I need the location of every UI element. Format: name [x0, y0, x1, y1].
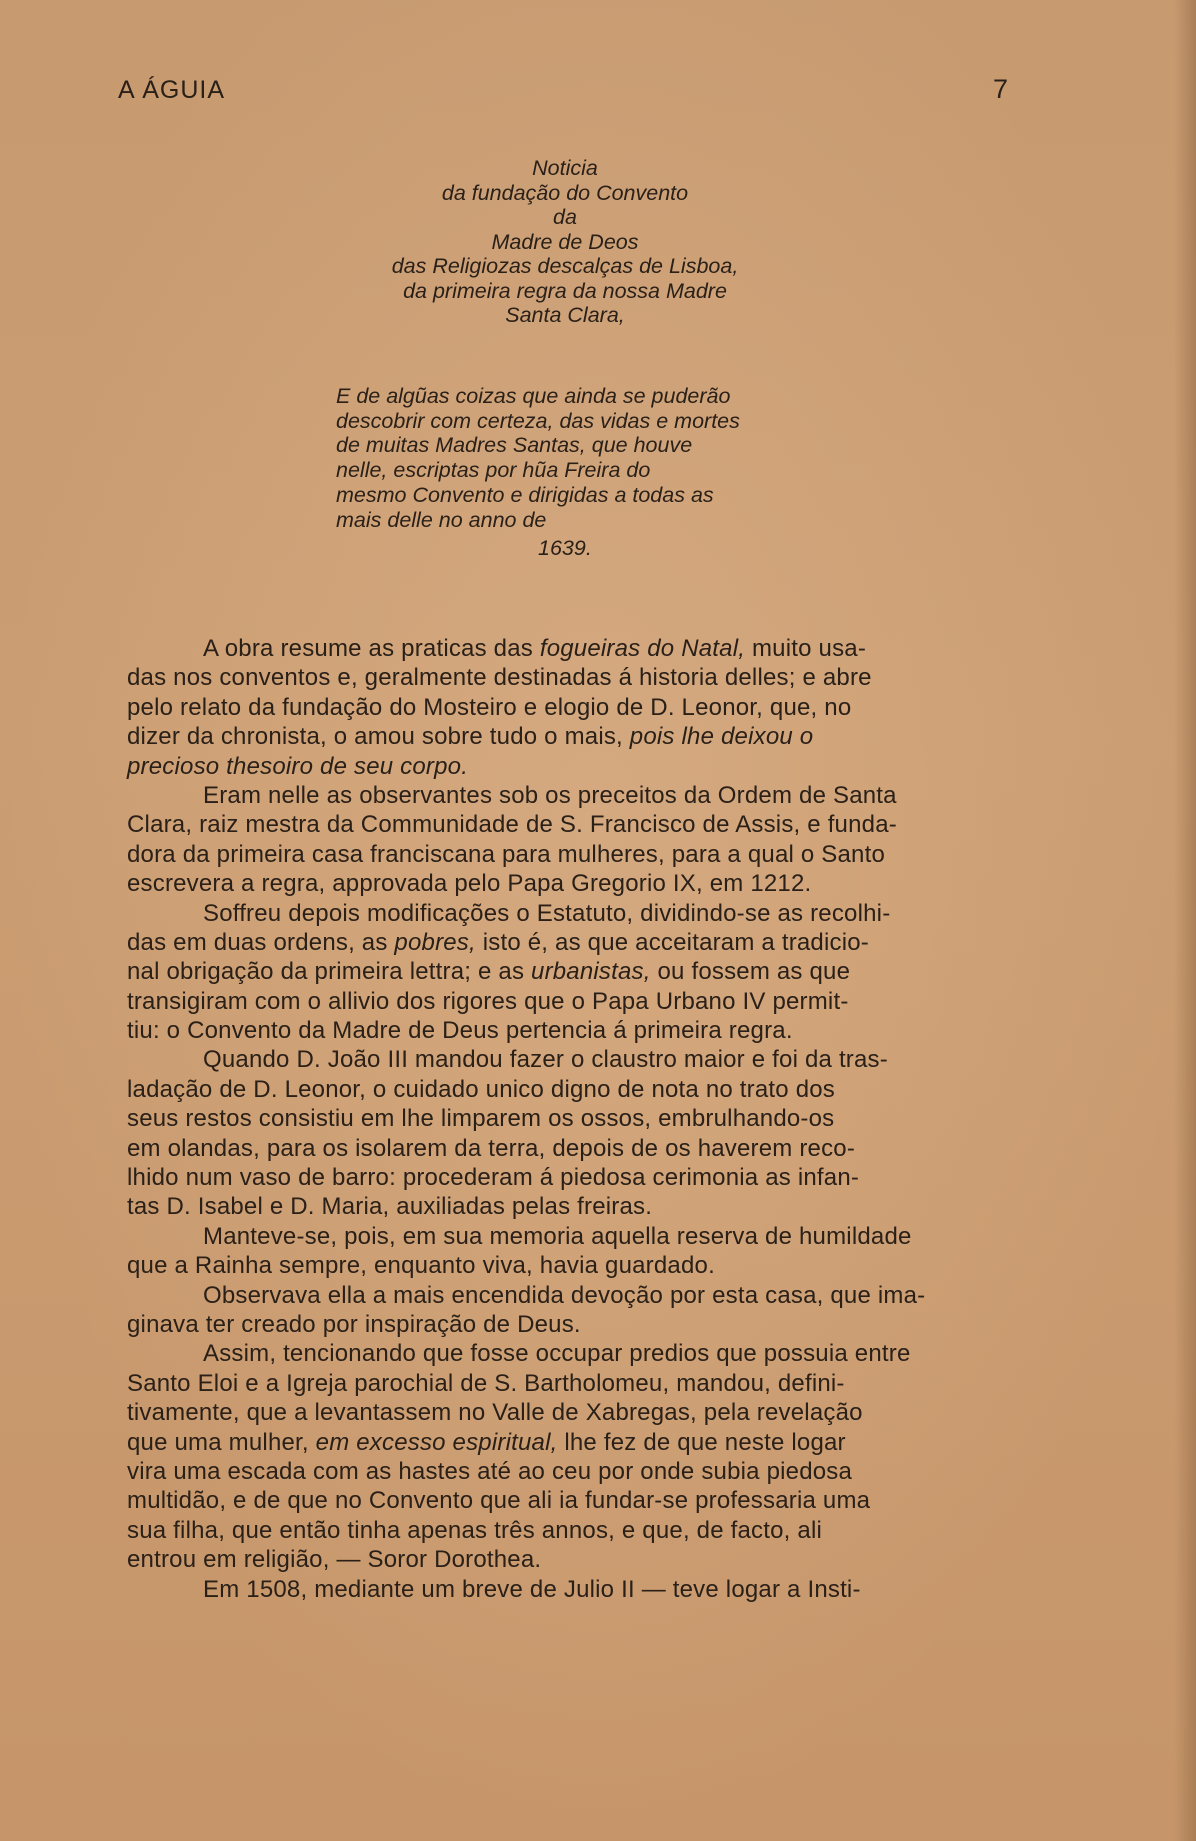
body-line: Assim, tencionando que fosse occupar predios que possuia entre — [203, 1340, 911, 1368]
body-line: nal obrigação da primeira lettra; e as urbanistas, ou fossem as que — [127, 958, 851, 986]
document-title-block — [300, 156, 830, 328]
body-line: escrevera a regra, approvada pelo Papa Gregorio IX, em 1212. — [127, 870, 812, 898]
preface-line: mesmo Convento e dirigidas a todas as — [336, 482, 714, 507]
page-edge-shadow — [1174, 0, 1196, 1841]
title-line: da primeira regra da nossa Madre — [403, 278, 727, 303]
body-line: ginava ter creado por inspiração de Deus. — [127, 1310, 581, 1338]
body-line: precioso thesoiro de seu corpo. — [127, 752, 469, 780]
body-line: das em duas ordens, as pobres, isto é, as que acceitaram a tradicio- — [127, 928, 869, 956]
body-line: das nos conventos e, geralmente destinadas á historia delles; e abre — [127, 664, 872, 692]
body-line: que uma mulher, em excesso espiritual, lhe fez de que neste logar — [127, 1428, 846, 1456]
preface-line: E de algũas coizas que ainda se puderão — [336, 384, 731, 408]
body-line: entrou em religião, — Soror Dorothea. — [127, 1546, 542, 1574]
body-line: Quando D. João III mandou fazer o claustro maior e foi da tras- — [203, 1046, 888, 1074]
preface-line: nelle, escriptas por hũa Freira do — [336, 458, 651, 483]
body-line: tivamente, que a levantassem no Valle de Xabregas, pela revelação — [127, 1399, 863, 1427]
preface-line: de muitas Madres Santas, que houve — [336, 433, 693, 458]
body-line: pelo relato da fundação do Mosteiro e elogio de D. Leonor, que, no — [127, 693, 852, 721]
body-line: que a Rainha sempre, enquanto viva, havia guardado. — [127, 1252, 715, 1280]
body-line: Eram nelle as observantes sob os preceitos da Ordem de Santa — [203, 781, 897, 809]
body-line: seus restos consistiu em lhe limparem os ossos, embrulhando-os — [127, 1105, 835, 1133]
page-header — [118, 74, 1008, 114]
page-number: 7 — [992, 74, 1008, 104]
body-line: tiu: o Convento da Madre de Deus pertencia á primeira regra. — [127, 1017, 793, 1045]
body-line: tas D. Isabel e D. Maria, auxiliadas pelas freiras. — [127, 1193, 653, 1221]
body-line: transigiram com o allivio dos rigores que o Papa Urbano IV permit- — [127, 987, 849, 1015]
body-line: lhido num vaso de barro: procederam á piedosa cerimonia as infan- — [127, 1164, 860, 1192]
body-line: Soffreu depois modificações o Estatuto, dividindo-se as recolhi- — [203, 899, 891, 927]
body-line: em olandas, para os isolarem da terra, depois de os haverem reco- — [127, 1134, 856, 1162]
title-line: da fundação do Convento — [441, 180, 689, 205]
body-line: multidão, e de que no Convento que ali ia fundar-se professaria uma — [127, 1487, 871, 1515]
body-line: Manteve-se, pois, em sua memoria aquella reserva de humildade — [203, 1222, 912, 1250]
preface-year: 1639. — [538, 536, 592, 561]
title-line: Madre de Deos — [491, 229, 639, 254]
title-line: Noticia — [532, 156, 598, 180]
body-line: Santo Eloi e a Igreja parochial de S. Bartholomeu, mandou, defini- — [127, 1369, 845, 1397]
body-line: A obra resume as praticas das fogueiras do Natal, muito usa- — [203, 635, 867, 662]
title-line: Santa Clara, — [505, 303, 625, 327]
body-text — [127, 634, 1019, 1604]
body-line: Observava ella a mais encendida devoção por esta casa, que ima- — [203, 1281, 926, 1309]
body-line: dizer da chronista, o amou sobre tudo o mais, pois lhe deixou o — [127, 723, 814, 751]
body-line: sua filha, que então tinha apenas três annos, e que, de facto, ali — [127, 1516, 823, 1544]
body-line: Clara, raiz mestra da Communidade de S. Francisco de Assis, e funda- — [127, 811, 897, 839]
title-line: da — [553, 205, 577, 229]
title-line: das Religiozas descalças de Lisboa, — [391, 254, 739, 278]
preface-line: descobrir com certeza, das vidas e mortes — [336, 408, 740, 433]
body-line: vira uma escada com as hastes até ao ceu por onde subia piedosa — [127, 1457, 853, 1485]
body-line: dora da primeira casa franciscana para mulheres, para a qual o Santo — [127, 840, 886, 868]
preface-line: mais delle no anno de — [336, 507, 547, 532]
preface-block — [336, 384, 806, 561]
running-title: A ÁGUIA — [118, 76, 226, 104]
body-line: ladação de D. Leonor, o cuidado unico digno de nota no trato dos — [127, 1075, 835, 1103]
body-line: Em 1508, mediante um breve de Julio II — teve logar a Insti- — [203, 1575, 861, 1603]
